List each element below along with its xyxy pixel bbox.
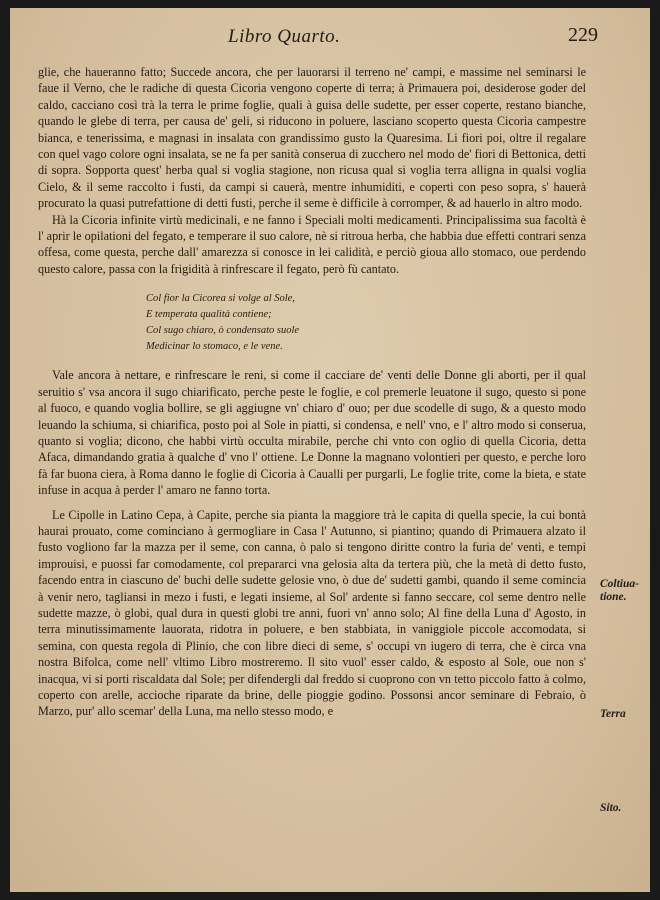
- paragraph: Le Cipolle in Latino Cepa, à Capite, perche sia pianta la maggiore trà le capita di quella specie, la cui bontà haurai prouato, come cominciano à germogliare in Casa l' Autunno, si piantino; quando di Primauera alzato il fusto vogliono far la mazza per il seme, con canna, ò palo si tengono diritte contro la furia de' venti, e tempi improuisi, e puossi far comodamente, col prepararci vna gelosia alta da tertera più, che la metà di detto fusto, facendo entra in ciascuno de' buchi delle sudette gelosie vno, ò due de' sudetti gambi, quando il seme comincia à venir nero, tagliansi in mezo i fusti, e legati insieme, al Sol' ardente si fanno seccare, col seme dentro nelle sudette mazze, ò globi, qual dura in questi globi tre anni, fuori vn' anno solo; Al fine della Luna d' Agosto, in terra minutissimamente lauorata, ridotra in poluere, e ben stabbiata, in vaniggiole piccole accomodata, si semina, con questa regola di Plinio, che con libre dieci di seme, s' occupi vn iugero di terra, che è circa vna nostra Bifolca, come nell' vltimo Libro mostreremo. Il sito vuol' esser caldo, & esposto al Sole, oue non s' inacqua, vi si porti riscaldata dal Sole; per difendergli dal freddo si cuoprono con vn tetto piccolo fatto à colmo, coperto con arelle, accioche riparate da brine, delle pioggie godino. Possonsi ancor seminare di Febraio, ò Marzo, pur' allo scemar' della Luna, ma nello stesso modo, e: [38, 507, 586, 719]
- margin-note-coltivatione: Coltiua-tione.: [600, 578, 639, 603]
- margin-note-sito: Sito.: [600, 802, 622, 814]
- paragraph-gap: [38, 499, 586, 507]
- verse-line: Col fior la Cicorea si volge al Sole,: [146, 293, 295, 305]
- verse-line: Col sugo chiaro, ò condensato suole: [146, 325, 300, 337]
- margin-note-terra: Terra: [600, 708, 626, 720]
- verse-block: [146, 291, 586, 355]
- book-page: [10, 8, 650, 892]
- running-title: Libro Quarto.: [228, 26, 341, 47]
- margin-notes: [598, 8, 650, 892]
- page-number: 229: [568, 24, 598, 46]
- body-text: [38, 64, 586, 720]
- page-header: [10, 26, 650, 54]
- paragraph: glie, che haueranno fatto; Succede ancora, che per lauorarsi il terreno ne' campi, e massime nel seminarsi le faue il Verno, che le radiche di questa Cicoria vengono coperte di terra; à Primauera poi, desiderose goder del caldo, cacciano così trà la terra le prime foglie, quali à guisa delle sudette, per esser coperte, restano bianche, quando le glebe di terra, per causa de' geli, si riducono in poluere, lasciano scoperto questa Cicoria campestre bianca, e tenerissima, e magnasi in insalata con grandissimo gusto la Quaresima. Li fiori poi, oltre il regalare con quel vago colore ogni insalata, se ne fa per sanità conserua di zucchero nel modo de' fiori di Bettonica, detti di sopra. Sopporta quest' herba qual si voglia stagione, non ricusa qual si voglia terra alligna in qualsi voglia Cielo, & il seme raccolto i fusti, da campi si cauerà, mentre inhumiditi, e coperti con peso sopra, s' hauerà procurato la quasi putrefattione di detti fusti, perche il seme è difficile à corromper, & ad hauerlo in altro modo.: [38, 65, 586, 211]
- paragraph: Vale ancora à nettare, e rinfrescare le reni, si come il cacciare de' venti delle Donne gli aborti, per il qual seruitio s' vsa ancora il sugo chiarificato, perche peste le foglie, e col premerle leuatone il sugo, questo si pone al fuoco, e quando voglia bollire, se gli aggiugne vn' chiaro d' ouo; per due scodelle di sugo, & a questo modo leuando la schiuma, si chiarifica, posto poi al Sole in piatti, si condensa, e nell' vno, e l' altro modo si conserua, quanto si voglia; dicono, che habbi virtù occulta mirabile, perche chi vnto con oglio di quella Cicoria, detta Afaca, dimandando gratia à qualche d' vno l' ottiene. Le Donne la magnano volontieri per questo, e perche loro fà far buona ciera, à Roma danno le foglie di Cicoria à Caualli per purgarli, Le foglie trite, come la bieta, e state infuse in acqua à perder l' amaro ne fanno torta.: [38, 368, 586, 498]
- verse-line: Medicinar lo stomaco, e le vene.: [146, 341, 283, 353]
- paragraph: Hà la Cicoria infinite virtù medicinali, e ne fanno i Speciali molti medicamenti. Principalissima sua facoltà è l' aprir le opilationi del fegato, e temperare il suo calore, nè si ritroua herba, che habbia due effetti contrari senza offesa, come questa, perche dall' amarezza si conosce in lei calidità, e perciò gioua allo stomaco, oue perdendo questo calore, passa con la frigidità à rinfrescare il fegato, però fù cantato.: [38, 212, 586, 276]
- verse-line: E temperata qualità contiene;: [146, 309, 272, 321]
